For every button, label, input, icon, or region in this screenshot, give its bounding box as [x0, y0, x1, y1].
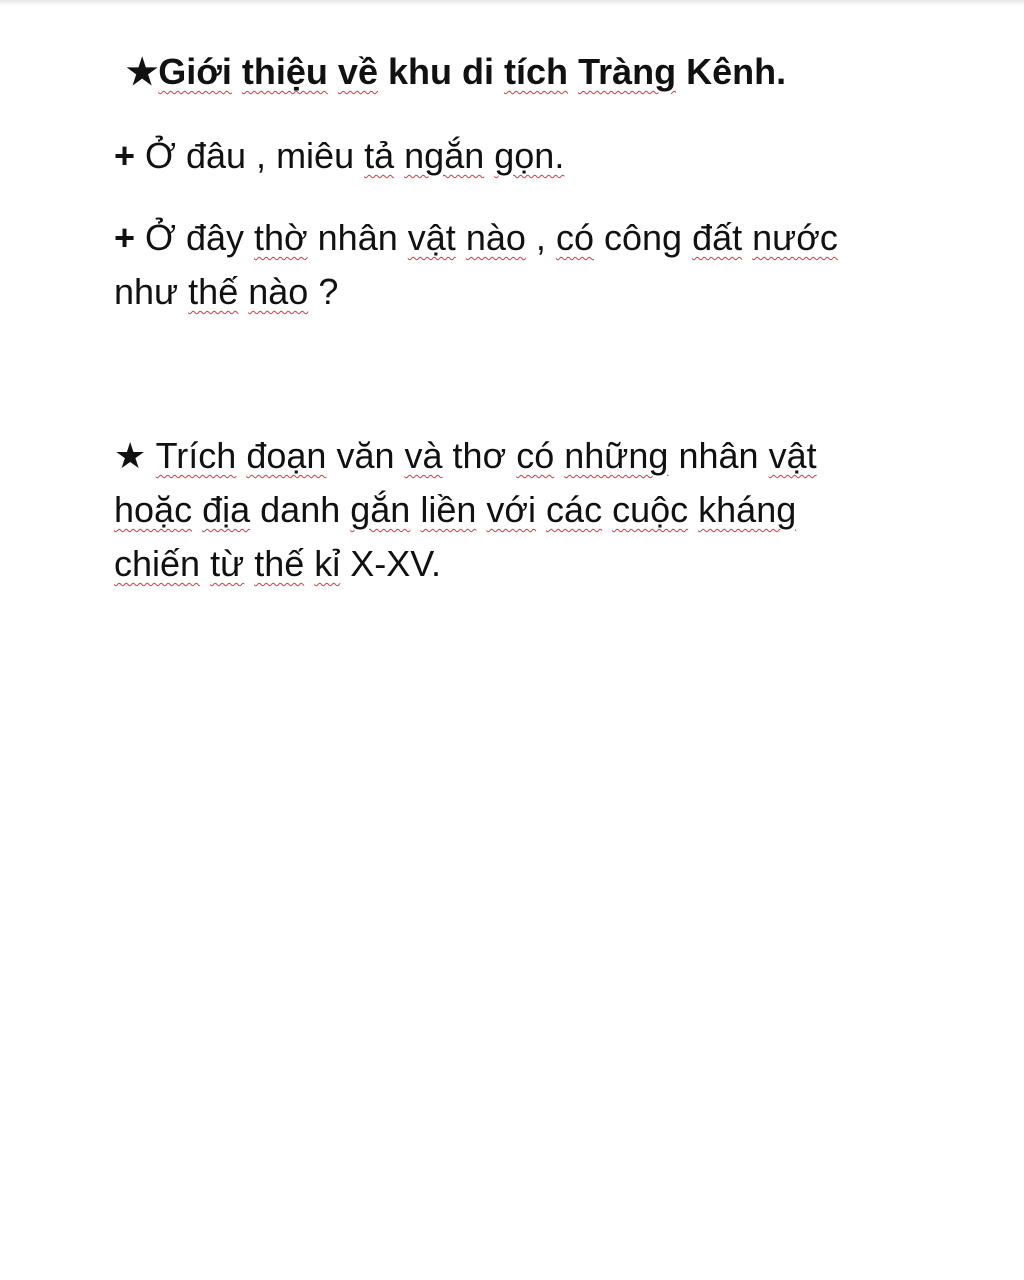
word: miêu [276, 135, 355, 176]
word: Tràng [578, 51, 677, 92]
word: danh [260, 489, 341, 530]
word: Trích [155, 435, 237, 476]
word: công [603, 217, 683, 258]
word: với [486, 489, 537, 530]
word: có [555, 217, 594, 258]
word: địa [202, 489, 251, 530]
word: X-XV. [350, 543, 442, 584]
word: Ở [145, 217, 176, 258]
word: nước [752, 217, 838, 258]
word: , [535, 217, 546, 258]
word: Ở [145, 135, 176, 176]
word: tả [364, 135, 395, 176]
section-2-line-1 [114, 434, 817, 478]
word: kháng [698, 489, 797, 530]
word: liền [420, 489, 477, 530]
word: vật [407, 217, 456, 258]
word: thiệu [241, 51, 328, 92]
bullet-item-1 [114, 134, 564, 178]
word: từ [210, 543, 245, 584]
word: kỉ [314, 543, 341, 584]
word: như [114, 271, 179, 312]
word: tích [504, 51, 569, 92]
word: nào [248, 271, 309, 312]
word: , [256, 135, 267, 176]
word: văn [336, 435, 395, 476]
word: ngắn [404, 135, 485, 176]
word: các [546, 489, 603, 530]
word: đoạn [246, 435, 327, 476]
word: nhân [317, 217, 398, 258]
word: đất [692, 217, 743, 258]
bullet-item-2-line-1 [114, 216, 838, 260]
word: Kênh. [686, 51, 787, 92]
word: khu [387, 51, 452, 92]
word: cuộc [612, 489, 689, 530]
word: hoặc [114, 489, 193, 530]
word: thế [254, 543, 305, 584]
word: và [404, 435, 443, 476]
word: về [337, 51, 378, 92]
section-heading-1 [126, 50, 786, 94]
star-icon: ★ [126, 51, 159, 92]
bullet-item-2-line-2 [114, 270, 338, 314]
bullet-marker: + [114, 135, 136, 176]
word: đây [185, 217, 244, 258]
bullet-marker: + [114, 217, 136, 258]
word: nhân [678, 435, 759, 476]
word: gọn. [494, 135, 565, 176]
word: Giới [158, 51, 232, 92]
word: thờ [254, 217, 308, 258]
word: những [564, 435, 669, 476]
word: gắn [350, 489, 411, 530]
word: thế [188, 271, 239, 312]
word: nào [465, 217, 526, 258]
word: di [462, 51, 495, 92]
word: thơ [452, 435, 507, 476]
section-2-line-3 [114, 542, 441, 586]
word: ? [318, 271, 339, 312]
word: có [516, 435, 555, 476]
word: chiến [114, 543, 201, 584]
section-2-line-2 [114, 488, 796, 532]
word: vật [768, 435, 817, 476]
star-icon: ★ [114, 435, 147, 476]
word: đâu [185, 135, 247, 176]
